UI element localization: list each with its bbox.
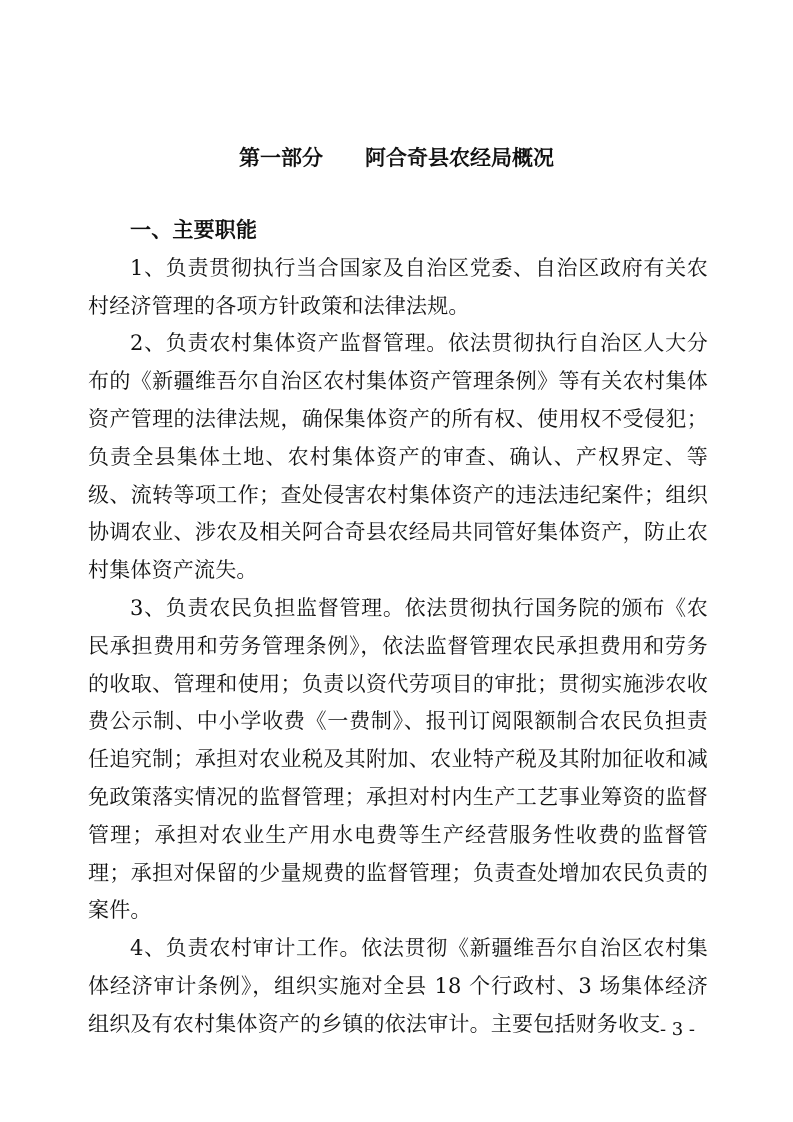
page-number: - 3 - [659,1019,695,1040]
document-body [88,212,708,1044]
paragraph-3: 3、负责农民负担监督管理。依法贯彻执行国务院的颁布《农民承担费用和劳务管理条例》，依法监督管理农民承担费用和劳务的收取、管理和使用；负责以资代劳项目的审批；贯彻实施涉农收费公示制、中小学收费《一费制》、报刊订阅限额制合农民负担责任追究制；承担对农业税及其附加、农业特产税及其附加征收和减免政策落实情况的监督管理；承担对村内生产工艺事业筹资的监督管理；承担对农业生产用水电费等生产经营服务性收费的监督管理；承担对保留的少量规费的监督管理；负责查处增加农民负责的案件。 [88,595,708,923]
paragraph-2: 2、负责农村集体资产监督管理。依法贯彻执行自治区人大分布的《新疆维吾尔自治区农村集体资产管理条例》等有关农村集体资产管理的法律法规，确保集体资产的所有权、使用权不受侵犯；负责全县集体土地、农村集体资产的审查、确认、产权界定、等级、流转等项工作；查处侵害农村集体资产的违法违纪案件；组织协调农业、涉农及相关阿合奇县农经局共同管好集体资产，防止农村集体资产流失。 [88,331,708,583]
page-title: 第一部分 阿合奇县农经局概况 [239,146,554,170]
section-heading: 一、主要职能 [130,218,258,242]
paragraph-1: 1、负责贯彻执行当合国家及自治区党委、自治区政府有关农村经济管理的各项方针政策和法律法规。 [88,255,708,318]
paragraph-4: 4、负责农村审计工作。依法贯彻《新疆维吾尔自治区农村集体经济审计条例》，组织实施对全县 18 个行政村、3 场集体经济组织及有农村集体资产的乡镇的依法审计。主要包括财务收支 [88,936,708,1036]
